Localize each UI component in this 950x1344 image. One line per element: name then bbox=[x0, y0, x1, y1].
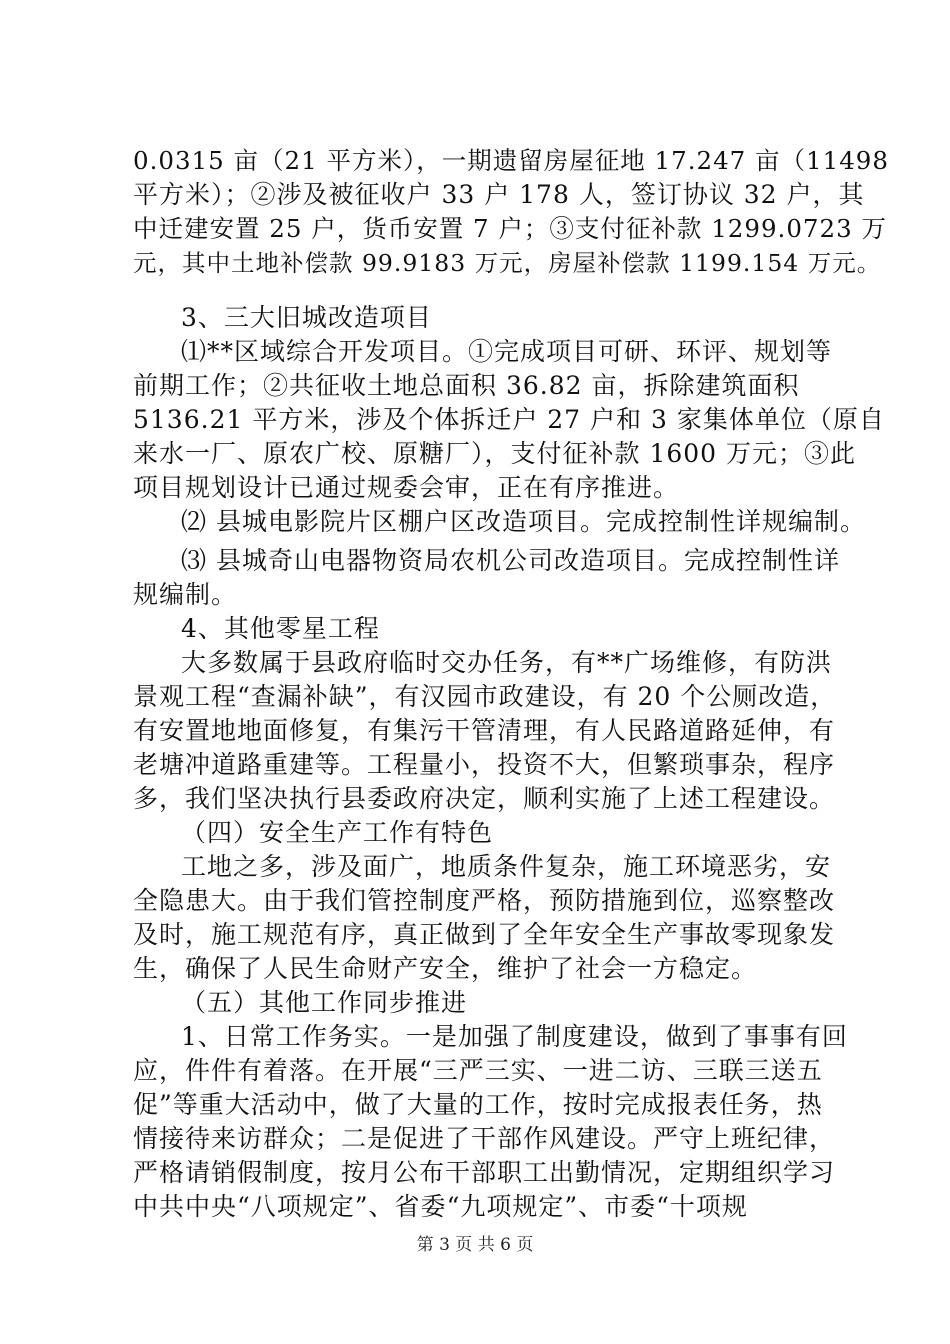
text-line: 元，其中土地补偿款 99.9183 万元，房屋补偿款 1199.154 万元。 bbox=[133, 249, 882, 277]
text-line: 1、日常工作务实。一是加强了制度建设，做到了事事有回 bbox=[181, 1022, 848, 1051]
text-line: 大多数属于县政府临时交办任务，有**广场维修，有防洪 bbox=[181, 648, 833, 677]
section-heading: 4、其他零星工程 bbox=[181, 614, 380, 643]
text-line: 老塘冲道路重建等。工程量小，投资不大，但繁琐事杂，程序 bbox=[133, 750, 836, 779]
text-line: 0.0315 亩（21 平方米），一期遗留房屋征地 17.247 亩（11498 bbox=[133, 146, 889, 175]
text-line: 项目规划设计已通过规委会审，正在有序推进。 bbox=[133, 473, 680, 502]
text-line: 及时，施工规范有序，真正做到了全年安全生产事故零现象发 bbox=[133, 920, 836, 949]
text-line: 严格请销假制度，按月公布干部职工出勤情况，定期组织学习 bbox=[133, 1158, 836, 1187]
text-line: 工地之多，涉及面广，地质条件复杂，施工环境恶劣，安 bbox=[181, 852, 832, 881]
text-line: 情接待来访群众；二是促进了干部作风建设。严守上班纪律， bbox=[133, 1124, 836, 1153]
section-heading: （五）其他工作同步推进 bbox=[181, 988, 468, 1017]
text-line: ⑴**区域综合开发项目。①完成项目可研、环评、规划等 bbox=[181, 337, 833, 366]
page-footer: 第 3 页 共 6 页 bbox=[416, 1235, 534, 1255]
section-heading: 3、三大旧城改造项目 bbox=[181, 303, 432, 332]
text-line: 5136.21 平方米，涉及个体拆迁户 27 户和 3 家集体单位（原自 bbox=[133, 405, 885, 434]
text-line: 生，确保了人民生命财产安全，维护了社会一方稳定。 bbox=[133, 954, 758, 983]
text-line: 促”等重大活动中，做了大量的工作，按时完成报表任务，热 bbox=[133, 1090, 823, 1119]
text-line: 中共中央“八项规定”、省委“九项规定”、市委“十项规 bbox=[133, 1192, 748, 1221]
text-line: 规编制。 bbox=[133, 580, 238, 609]
text-line: 有安置地地面修复，有集污干管清理，有人民路道路延伸，有 bbox=[133, 716, 836, 745]
text-line: 来水一厂、原农广校、原糖厂），支付征补款 1600 万元；③此 bbox=[133, 439, 857, 468]
text-line: 景观工程“查漏补缺”，有汉园市政建设，有 20 个公厕改造， bbox=[133, 682, 837, 711]
text-line: 全隐患大。由于我们管控制度严格，预防措施到位，巡察整改 bbox=[133, 886, 836, 915]
text-line: 应，件件有着落。在开展“三严三实、一进二访、三联三送五 bbox=[133, 1056, 823, 1085]
text-line: 中迁建安置 25 户，货币安置 7 户；③支付征补款 1299.0723 万 bbox=[133, 214, 887, 243]
section-heading: （四）安全生产工作有特色 bbox=[181, 818, 494, 847]
text-line: ⑵ 县城电影院片区棚户区改造项目。完成控制性详规编制。 bbox=[181, 507, 866, 536]
text-line: 平方米）；②涉及被征收户 33 户 178 人，签订协议 32 户，其 bbox=[133, 180, 865, 209]
text-line: 前期工作；②共征收土地总面积 36.82 亩，拆除建筑面积 bbox=[133, 371, 800, 400]
text-line: 多，我们坚决执行县委政府决定，顺利实施了上述工程建设。 bbox=[133, 784, 836, 813]
text-line: ⑶ 县城奇山电器物资局农机公司改造项目。完成控制性详 bbox=[181, 546, 840, 575]
